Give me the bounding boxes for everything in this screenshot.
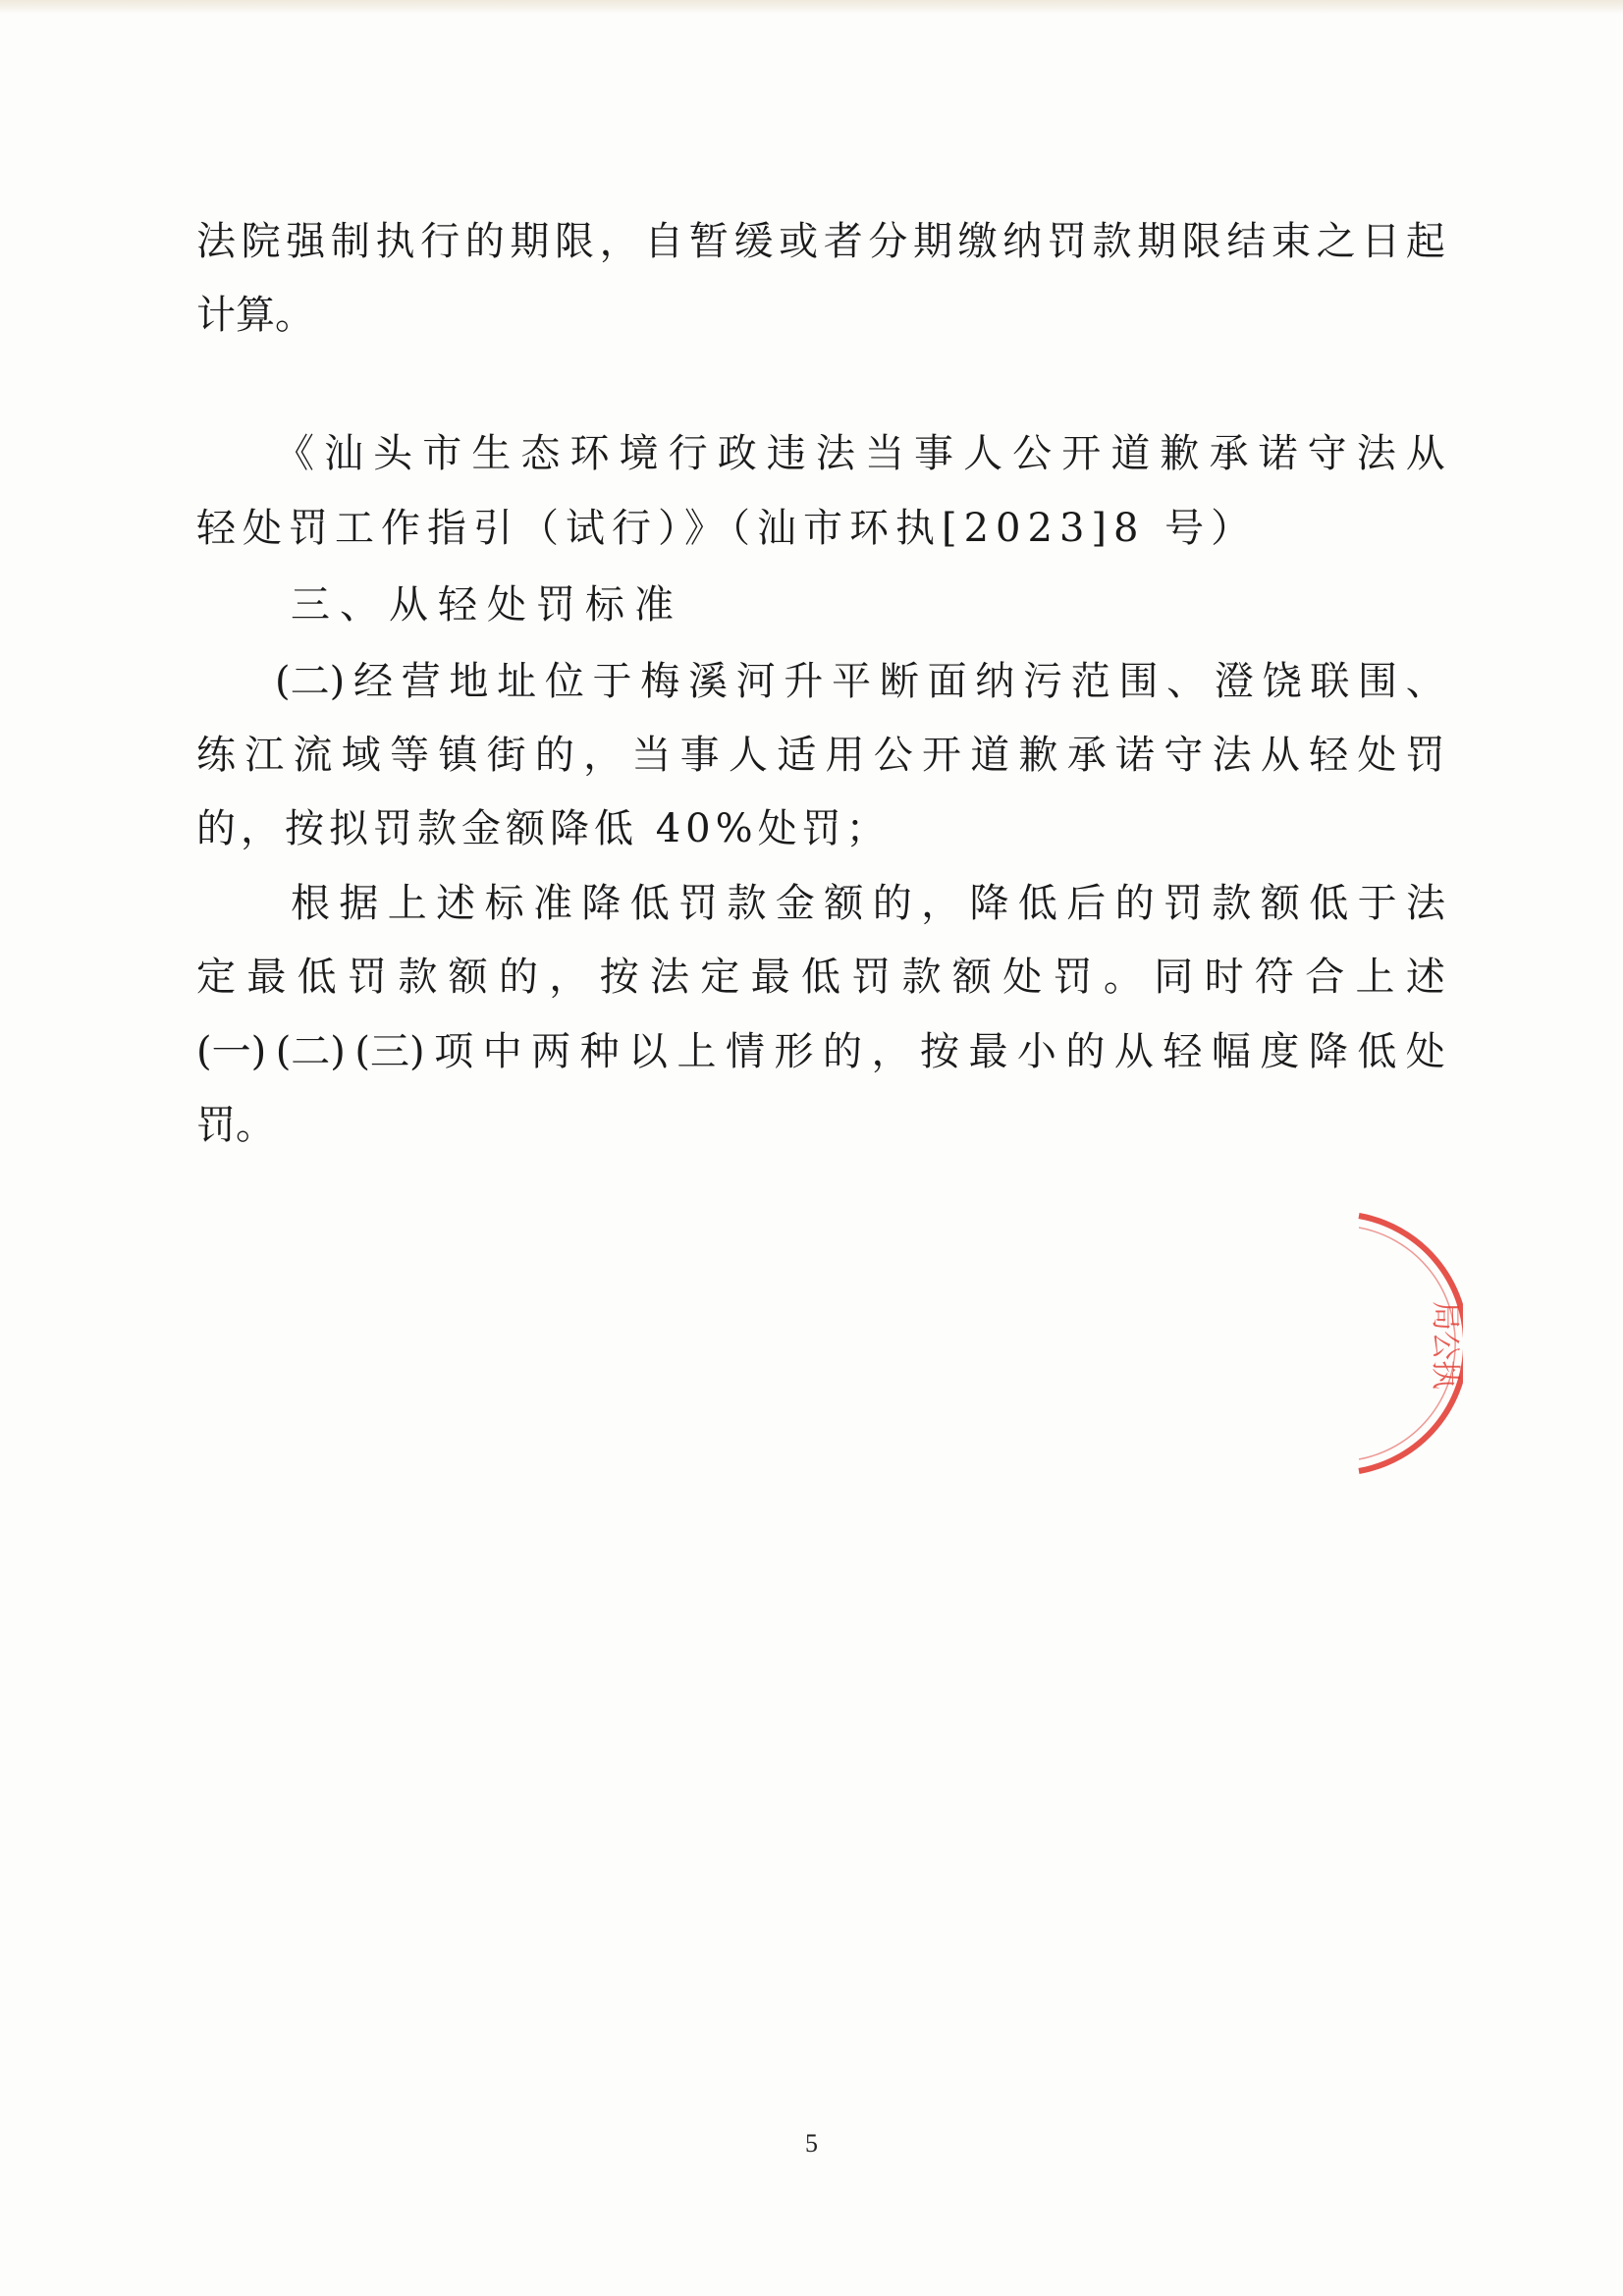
text-glyph: 、 [1405,659,1445,704]
text-glyph: 罚 [1163,881,1204,926]
text-glyph: 低 [297,955,337,1000]
text-glyph: 幅 [1211,1029,1251,1074]
paragraph-1-line-2: 计算。 [196,293,314,338]
text-glyph: 行 [668,431,708,476]
paragraph-3-line-1 [275,658,1445,705]
text-glyph: 境 [619,431,659,476]
text-glyph: 罚 [1405,733,1445,778]
text-glyph: (二) [275,1029,346,1074]
text-glyph: 缴 [957,219,998,264]
text-glyph: 诺 [1258,431,1298,476]
text-glyph: 态 [520,431,561,476]
page-number: 5 [805,2129,818,2158]
text-glyph: 的 [822,1029,862,1074]
text-glyph: ， [871,1029,911,1074]
paragraph-4-line-1 [291,880,1445,927]
text-glyph: 缓 [733,219,774,264]
text-glyph: 项 [434,1029,474,1074]
text-glyph: 罚 [851,955,892,1000]
text-glyph: 于 [1357,881,1397,926]
text-glyph: 者 [823,219,863,264]
text-glyph: 款 [727,881,767,926]
text-glyph: 结 [1226,219,1267,264]
text-glyph: 澄 [1214,659,1254,704]
text-glyph: (三) [354,1029,425,1074]
text-glyph: 营 [401,659,441,704]
text-glyph: 用 [825,733,865,778]
text-glyph: 歉 [1018,733,1058,778]
text-glyph: 范 [1070,659,1110,704]
text-glyph: 款 [901,955,942,1000]
text-glyph: 款 [398,955,438,1000]
text-glyph: 定 [196,955,236,1000]
text-glyph: 污 [1023,659,1062,704]
text-glyph: 政 [717,431,757,476]
text-glyph: 制 [330,219,370,264]
text-glyph: 地 [449,659,489,704]
text-glyph: 同 [1154,955,1194,1000]
text-glyph: 围 [1358,659,1398,704]
text-glyph: 低 [1017,881,1057,926]
text-glyph: 罚 [347,955,387,1000]
text-glyph: 江 [244,733,285,778]
text-glyph: 诺 [1115,733,1156,778]
paragraph-4-line-2 [196,954,1445,1001]
text-glyph: 处 [1405,1029,1445,1074]
text-glyph: 的 [872,881,912,926]
scan-top-edge [0,0,1623,14]
text-glyph: 额 [824,881,864,926]
text-glyph: 处 [1357,733,1397,778]
text-glyph: 纳 [1002,219,1043,264]
text-glyph: 最 [968,1029,1008,1074]
text-glyph: 中 [482,1029,522,1074]
text-glyph: 种 [579,1029,620,1074]
text-glyph: 守 [1307,431,1347,476]
text-glyph: 准 [532,881,572,926]
text-glyph: 溪 [687,659,728,704]
text-glyph: (二) [275,659,346,704]
text-glyph: 的 [498,955,538,1000]
text-glyph: 、 [1166,659,1207,704]
text-glyph: 最 [750,955,790,1000]
text-glyph: 低 [629,881,670,926]
text-glyph: 法 [196,219,236,264]
text-glyph: 最 [246,955,287,1000]
text-glyph: 当 [864,431,904,476]
text-glyph: 断 [879,659,919,704]
text-glyph: 限 [1181,219,1221,264]
text-glyph: ， [599,219,639,264]
text-glyph: 面 [927,659,967,704]
text-glyph: 分 [868,219,908,264]
text-glyph: 道 [970,733,1010,778]
text-glyph: 上 [1355,955,1395,1000]
text-glyph: 按 [919,1029,959,1074]
text-glyph: 于 [592,659,632,704]
text-glyph: 镇 [438,733,478,778]
text-glyph: 述 [1405,955,1445,1000]
text-glyph: 从 [1113,1029,1154,1074]
text-glyph: 人 [963,431,1003,476]
text-glyph: 情 [726,1029,766,1074]
paragraph-3-line-3: 的，按拟罚款金额降低 40%处罚； [196,806,891,851]
text-glyph: 期 [1137,219,1177,264]
text-glyph: 环 [569,431,610,476]
text-glyph: 法 [649,955,689,1000]
text-glyph: 轻 [1309,733,1349,778]
text-glyph: 后 [1066,881,1107,926]
text-glyph: 流 [293,733,333,778]
text-glyph: 违 [766,431,806,476]
text-glyph: 束 [1271,219,1311,264]
text-glyph: 经 [352,659,393,704]
text-glyph: 开 [921,733,961,778]
seal-text: 局公执 [1428,1301,1462,1390]
text-glyph: ， [921,881,961,926]
paragraph-2-line-1 [275,430,1445,477]
text-glyph: 饶 [1262,659,1302,704]
text-glyph: 标 [484,881,524,926]
text-glyph: ， [549,955,589,1000]
text-glyph: 院 [241,219,281,264]
text-glyph: 纳 [975,659,1015,704]
text-glyph: 人 [728,733,768,778]
text-glyph: 据 [339,881,379,926]
paragraph-4-line-3 [196,1028,1445,1075]
text-glyph: 联 [1310,659,1350,704]
text-glyph: 梅 [640,659,680,704]
text-glyph: 低 [1357,1029,1397,1074]
text-glyph: 轻 [1163,1029,1203,1074]
text-glyph: 法 [1212,733,1252,778]
text-glyph: 位 [544,659,584,704]
text-glyph: 罚 [1053,955,1093,1000]
text-glyph: 练 [196,733,236,778]
text-glyph: 的 [464,219,505,264]
paragraph-4-line-4: 罚。 [196,1103,275,1148]
text-glyph: 承 [1066,733,1107,778]
text-glyph: 适 [777,733,817,778]
text-glyph: 当 [631,733,672,778]
paragraph-3-line-2 [196,732,1445,779]
text-glyph: 降 [969,881,1009,926]
text-glyph: 事 [679,733,720,778]
text-glyph: 罚 [678,881,719,926]
section-heading: 三、从轻处罚标准 [291,582,683,628]
text-glyph: 以 [628,1029,669,1074]
text-glyph: 之 [1316,219,1356,264]
text-glyph: 期 [510,219,550,264]
text-glyph: ， [583,733,623,778]
text-glyph: 自 [644,219,684,264]
text-glyph: 平 [832,659,872,704]
text-glyph: (一) [196,1029,267,1074]
text-glyph: 上 [676,1029,717,1074]
text-glyph: 从 [1405,431,1445,476]
text-glyph: 事 [914,431,954,476]
text-glyph: 金 [775,881,815,926]
paragraph-1-line-1 [196,218,1445,265]
text-glyph: 款 [1092,219,1132,264]
text-glyph: 公 [873,733,913,778]
text-glyph: 日 [1361,219,1401,264]
text-glyph: 域 [341,733,381,778]
text-glyph: 额 [1260,881,1300,926]
text-glyph: 时 [1204,955,1244,1000]
paragraph-2-line-2: 轻处罚工作指引（试行）》（汕市环执[2023]8 号） [196,506,1258,551]
text-glyph: 降 [581,881,622,926]
text-glyph: 额 [448,955,488,1000]
text-glyph: 围 [1118,659,1159,704]
text-glyph: 升 [784,659,824,704]
text-glyph: 法 [1405,881,1445,926]
text-glyph: 承 [1209,431,1249,476]
text-glyph: 述 [436,881,476,926]
text-glyph: 街 [486,733,526,778]
text-glyph: 限 [555,219,594,264]
text-glyph: 罚 [1047,219,1087,264]
text-glyph: 歉 [1160,431,1200,476]
text-glyph: 从 [1260,733,1300,778]
official-seal [1316,1198,1463,1493]
text-glyph: 两 [531,1029,571,1074]
text-glyph: 定 [700,955,740,1000]
text-glyph: 按 [599,955,639,1000]
text-glyph: 执 [375,219,415,264]
text-glyph: 小 [1016,1029,1056,1074]
text-glyph: 符 [1254,955,1294,1000]
text-glyph: 公 [1012,431,1053,476]
text-glyph: 根 [291,881,330,926]
text-glyph: 额 [951,955,992,1000]
text-glyph: 守 [1163,733,1204,778]
text-glyph: 的 [1065,1029,1106,1074]
text-glyph: 低 [800,955,840,1000]
text-glyph: 降 [1308,1029,1348,1074]
text-glyph: 期 [913,219,952,264]
text-glyph: 址 [497,659,537,704]
text-glyph: 。 [1103,955,1143,1000]
text-glyph: 道 [1110,431,1151,476]
text-glyph: 起 [1405,219,1445,264]
text-glyph: 生 [471,431,512,476]
text-glyph: 的 [534,733,574,778]
text-glyph: 市 [422,431,462,476]
text-glyph: 的 [1114,881,1155,926]
text-glyph: 《 [275,431,314,476]
text-glyph: 汕 [324,431,364,476]
text-glyph: 度 [1260,1029,1300,1074]
text-glyph: 形 [774,1029,814,1074]
text-glyph: 处 [1002,955,1043,1000]
text-glyph: 或 [779,219,819,264]
text-glyph: 款 [1212,881,1252,926]
text-glyph: 法 [1356,431,1396,476]
text-glyph: 上 [387,881,427,926]
text-glyph: 暂 [688,219,729,264]
text-glyph: 行 [420,219,460,264]
text-glyph: 等 [390,733,430,778]
text-glyph: 合 [1305,955,1345,1000]
text-glyph: 强 [286,219,326,264]
text-glyph: 开 [1061,431,1102,476]
text-glyph: 河 [735,659,776,704]
text-glyph: 头 [373,431,413,476]
text-glyph: 低 [1309,881,1349,926]
text-glyph: 法 [815,431,855,476]
